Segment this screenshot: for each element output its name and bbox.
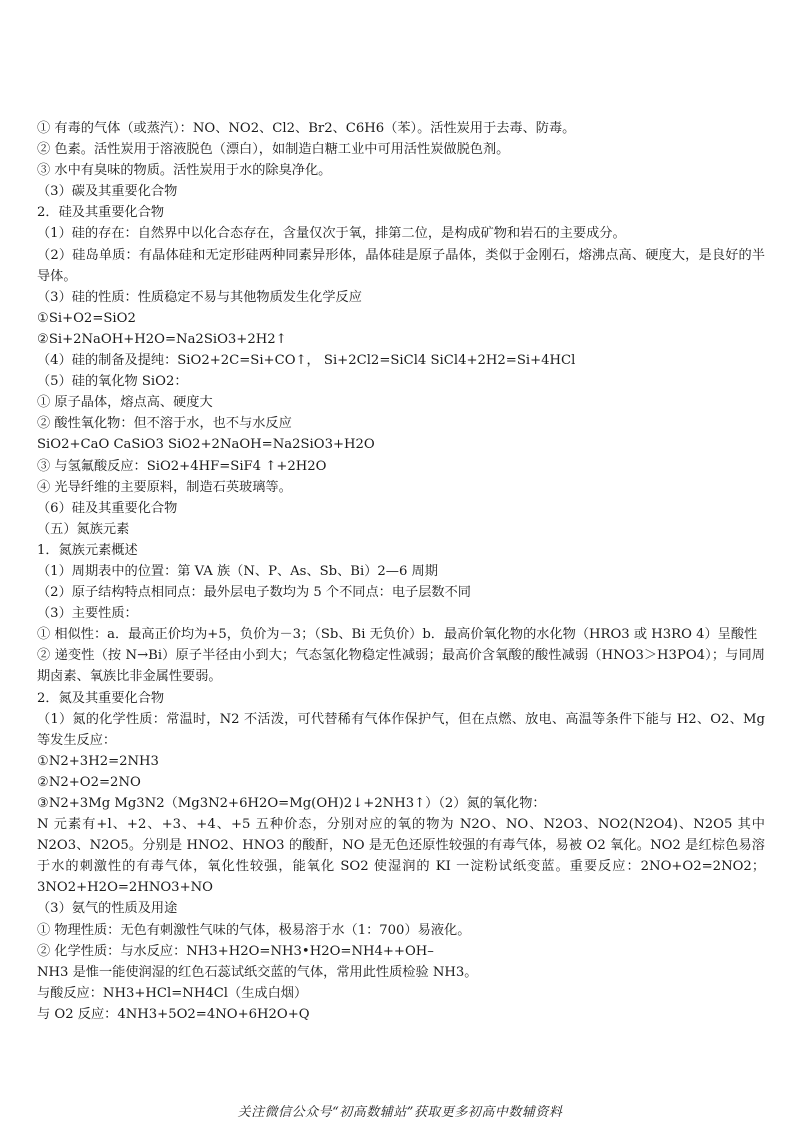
text-line: ④ 光导纤维的主要原料，制造石英玻璃等。	[37, 479, 292, 495]
equation-line: SiO2+CaO CaSiO3 SiO2+2NaOH=Na2SiO3+H2O	[37, 437, 375, 453]
text-line: ① 有毒的气体（或蒸汽）：NO、NO2、Cl2、Br2、C6H6（苯）。活性炭用于去毒、防毒。	[37, 121, 576, 136]
text-line: NH3 是惟一能使润湿的红色石蕊试纸交蓝的气体，常用此性质检验 NH3。	[37, 964, 478, 980]
text-line: （3）主要性质：	[37, 606, 138, 622]
document-body	[37, 118, 765, 1025]
section-heading: 2．氮及其重要化合物	[37, 690, 165, 706]
text-paragraph: （1）氮的化学性质：常温时，N2 不活泼，可代替稀有气体作保护气，但在点燃、放电、高温等条件下能与 H2、O2、Mg 等发生反应：	[37, 711, 765, 748]
text-paragraph: （2）硅岛单质：有晶体硅和无定形硅两种同素异形体，晶体硅是原子晶体，类似于金刚石，熔沸点高、硬度大，是良好的半导体。	[37, 247, 765, 284]
text-line: ② 酸性氧化物：但不溶于水，也不与水反应	[37, 416, 292, 432]
equation-line: ② 化学性质：与水反应：NH3+H2O=NH3•H2O=NH4++OH–	[37, 943, 434, 959]
text-line: （1）周期表中的位置：第 VA 族（N、P、As、Sb、Bi）2—6 周期	[37, 563, 438, 579]
text-line: （2）原子结构特点相同点：最外层电子数均为 5 个不同点：电子层数不同	[37, 585, 471, 601]
text-line: ③ 水中有臭味的物质。活性炭用于水的除臭净化。	[37, 163, 332, 179]
equation-line: ③ 与氢氟酸反应：SiO2+4HF=SiF4 ↑+2H2O	[37, 458, 327, 474]
text-line: ② 色素。活性炭用于溶液脱色（漂白），如制造白糖工业中可用活性炭做脱色剂。	[37, 142, 510, 158]
section-heading: 2．硅及其重要化合物	[37, 205, 165, 221]
text-line: （3）硅的性质：性质稳定不易与其他物质发生化学反应	[37, 289, 362, 305]
text-line: （1）硅的存在：自然界中以化合态存在，含量仅次于氧，排第二位，是构成矿物和岩石的主要成分。	[37, 226, 626, 242]
text-paragraph: ① 相似性：a．最高正价均为+5，负价为－3；（Sb、Bi 无负价）b．最高价氧化物的水化物（HRO3 或 H3RO 4）呈酸性	[37, 627, 758, 643]
equation-line: ①Si+O2=SiO2	[37, 310, 136, 326]
equation-line: ①N2+3H2=2NH3	[37, 753, 159, 769]
equation-line: ②Si+2NaOH+H2O=Na2SiO3+2H2↑	[37, 331, 287, 347]
equation-line: 与 O2 反应：4NH3+5O2=4NO+6H2O+Q	[37, 1006, 310, 1022]
section-heading: （3）碳及其重要化合物	[37, 184, 178, 200]
text-paragraph: ② 递变性（按 N→Bi）原子半径由小到大；气态氢化物稳定性减弱；最高价含氧酸的酸性减弱（HNO3＞H3PO4）；与同周期卤素、氧族比非金属性要弱。	[37, 648, 765, 685]
text-line: ① 原子晶体，熔点高、硬度大	[37, 395, 213, 411]
section-heading: （五）氮族元素	[37, 521, 130, 537]
section-heading: （6）硅及其重要化合物	[37, 500, 178, 516]
equation-line: ②N2+O2=2NO	[37, 774, 141, 790]
text-paragraph: N 元素有+l、+2、+3、+4、+5 五种价态，分别对应的氧的物为 N2O、NO、N2O3、NO2(N2O4)、N2O5 其中 N2O3、N2O5。分别是 HNO2、HNO3 的酸酐，NO 是无色还原性较强的有毒气体，易被 O2 氧化。NO2 是红棕色易溶于水的刺激性的有毒气体，氧化性较强，能氧化 SO2 使湿润的 KI 一淀粉试纸变蓝。重要反应：2NO+O2=2NO2；3NO2+H2O=2HNO3+NO	[37, 817, 765, 896]
text-line: ① 物理性质：无色有刺激性气味的气体，极易溶于水（1：700）易液化。	[37, 922, 471, 938]
section-heading: 1．氮族元素概述	[37, 542, 138, 558]
section-heading: （3）氨气的性质及用途	[37, 901, 178, 917]
equation-line: 与酸反应：NH3+HCl=NH4Cl（生成白烟）	[37, 985, 308, 1001]
equation-line: （4）硅的制备及提纯：SiO2+2C=Si+CO↑， Si+2Cl2=SiCl4 SiCl4+2H2=Si+4HCl	[37, 353, 576, 369]
text-line: （5）硅的氧化物 SiO2：	[37, 374, 188, 390]
equation-line: ③N2+3Mg Mg3N2（Mg3N2+6H2O=Mg(OH)2↓+2NH3↑）（2）氮的氧化物：	[37, 796, 546, 811]
footer-note: 关注微信公众号“初高数辅站”获取更多初高中数辅资料	[237, 1105, 563, 1120]
